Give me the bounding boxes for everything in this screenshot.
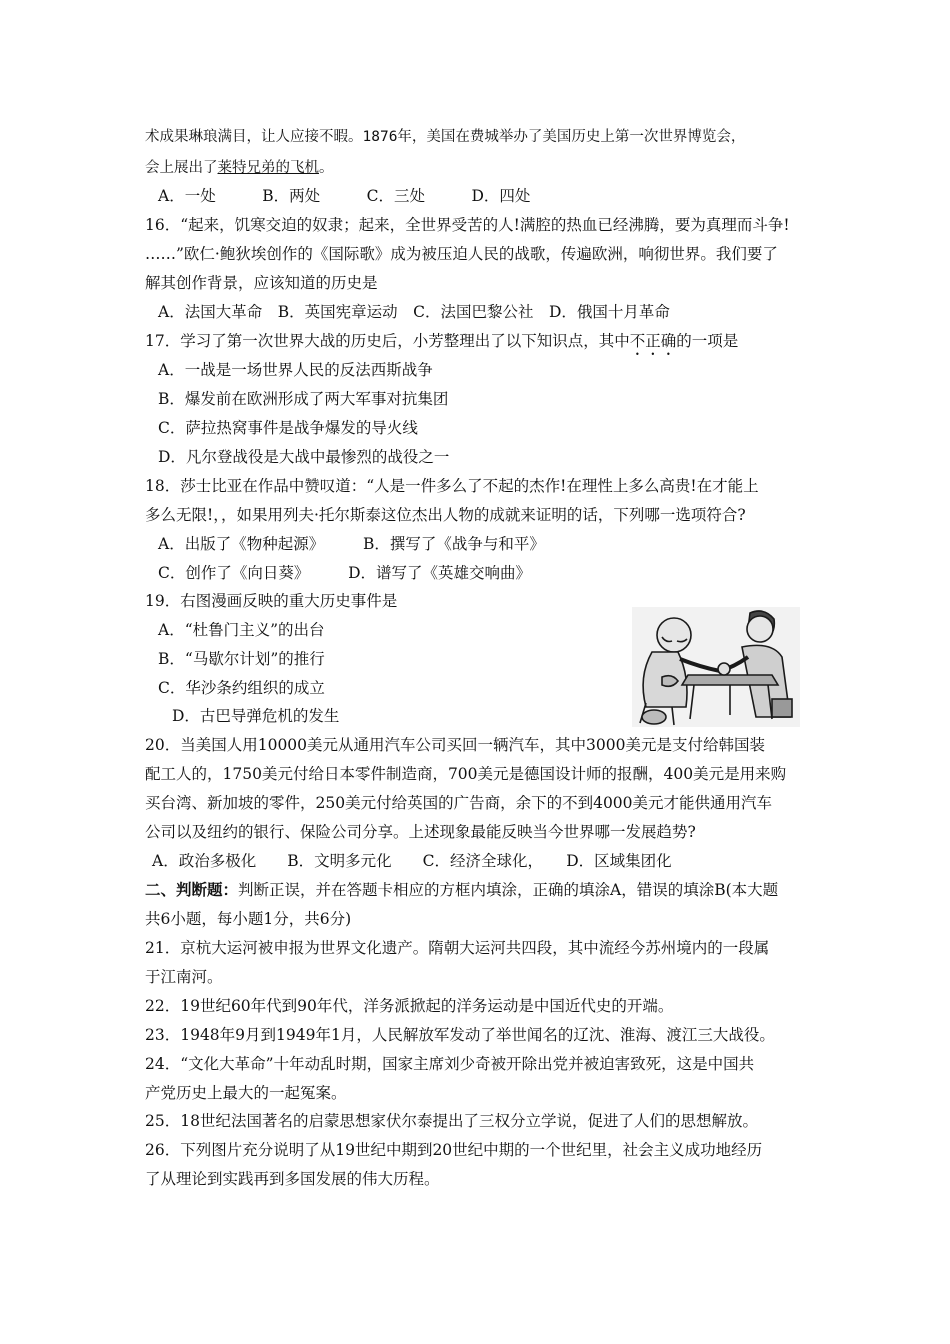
q21-line-1: 21．京杭大运河被申报为世界文化遗产。隋朝大运河共四段，其中流经今苏州境内的一段属 — [145, 939, 770, 957]
line-2 — [145, 158, 334, 178]
q20-line-1: 20．当美国人用10000美元从通用汽车公司买回一辆汽车，其中3000美元是支付给韩国装 — [145, 736, 765, 754]
q21-line-2: 于江南河。 — [145, 968, 223, 986]
q17-option-b: B．爆发前在欧洲形成了两大军事对抗集团 — [158, 390, 449, 408]
q17-text-c: 的一项是 — [676, 332, 739, 350]
line-1: 术成果琳琅满目，让人应接不暇。1876年，美国在费城举办了美国历史上第一次世界博览会， — [145, 129, 746, 145]
q18-options-ab: A．出版了《物种起源》 B．撰写了《战争与和平》 — [158, 535, 545, 553]
q19-option-c: C．华沙条约组织的成立 — [158, 679, 325, 697]
q23: 23．1948年9月到1949年1月，人民解放军发动了举世闻名的辽沈、淮海、渡江三大战役。 — [145, 1026, 775, 1044]
q20-options: A．政治多极化 B．文明多元化 C．经济全球化， D．区域集团化 — [152, 852, 672, 870]
q16-line-2: ……”欧仁·鲍狄埃创作的《国际歌》成为被压迫人民的战歌，传遍欧洲，响彻世界。我们要了 — [145, 245, 778, 263]
q20-line-4: 公司以及纽约的银行、保险公司分享。上述现象最能反映当今世界哪一发展趋势? — [145, 823, 696, 841]
q26-line-1: 26．下列图片充分说明了从19世纪中期到20世纪中期的一个世纪里，社会主义成功地经历 — [145, 1141, 763, 1159]
q18-options-cd: C．创作了《向日葵》 D．谱写了《英雄交响曲》 — [158, 564, 532, 582]
q17-option-c: C．萨拉热窝事件是战争爆发的导火线 — [158, 419, 418, 437]
q16-line-3: 解其创作背景，应该知道的历史是 — [145, 274, 378, 292]
q24-line-2: 产党历史上最大的一起冤案。 — [145, 1084, 347, 1102]
underlined-answer-text: 莱特兄弟的飞机 — [217, 160, 319, 176]
q18-line-1: 18．莎士比亚在作品中赞叹道：“人是一件多么了不起的杰作!在理性上多么高贵!在才能上 — [145, 477, 759, 495]
section-2-instructions: 判断正误，并在答题卡相应的方框内填涂，正确的填涂A，错误的填涂B(本大题 — [238, 881, 779, 899]
section-2-title: 二、判断题： — [145, 880, 239, 899]
q17-option-a: A．一战是一场世界人民的反法西斯战争 — [158, 361, 433, 379]
line-2-text: 会上展出了 — [145, 160, 218, 176]
q26-line-2: 了从理论到实践再到多国发展的伟大历程。 — [145, 1170, 440, 1188]
q19-option-b: B．“马歇尔计划”的推行 — [158, 650, 325, 668]
q17-emphasis: 不正确 — [629, 332, 677, 350]
q17-stem — [145, 331, 738, 359]
q25: 25．18世纪法国著名的启蒙思想家伏尔泰提出了三权分立学说，促进了人们的思想解放。 — [145, 1112, 758, 1130]
q19-option-d: D．古巴导弹危机的发生 — [172, 707, 340, 725]
q20-line-3: 买台湾、新加坡的零件，250美元付给英国的广告商，余下的不到4000美元才能供通用汽车 — [145, 794, 773, 812]
section-2-line-2: 共6小题，每小题1分，共6分) — [145, 910, 352, 928]
q15-options: A．一处 B．两处 C．三处 D．四处 — [158, 187, 531, 205]
q24-line-1: 24．“文化大革命”十年动乱时期，国家主席刘少奇被开除出党并被迫害致死，这是中国共 — [145, 1055, 755, 1073]
q16-options: A．法国大革命 B．英国宪章运动 C．法国巴黎公社 D．俄国十月革命 — [158, 303, 670, 321]
q17-text-a: 17．学习了第一次世界大战的历史后，小芳整理出了以下知识点，其中 — [145, 332, 630, 350]
line-2-end: 。 — [319, 160, 334, 176]
q22: 22．19世纪60年代到90年代，洋务派掀起的洋务运动是中国近代史的开端。 — [145, 997, 674, 1015]
q19-stem: 19．右图漫画反映的重大历史事件是 — [145, 592, 398, 610]
q18-line-2: 多么无限!，，如果用列夫·托尔斯泰这位杰出人物的成就来证明的话，下列哪一选项符合? — [145, 506, 746, 524]
q17-option-d: D．凡尔登战役是大战中最惨烈的战役之一 — [158, 448, 450, 466]
arm-wrestling-cartoon-image — [632, 607, 800, 727]
q16-line-1: 16．“起来，饥寒交迫的奴隶；起来，全世界受苦的人!满腔的热血已经沸腾，要为真理而斗争! — [145, 216, 790, 234]
section-2-heading — [145, 880, 778, 900]
q19-option-a: A．“杜鲁门主义”的出台 — [158, 621, 325, 639]
q20-line-2: 配工人的，1750美元付给日本零件制造商，700美元是德国设计师的报酬，400美元是用来购 — [145, 765, 787, 783]
